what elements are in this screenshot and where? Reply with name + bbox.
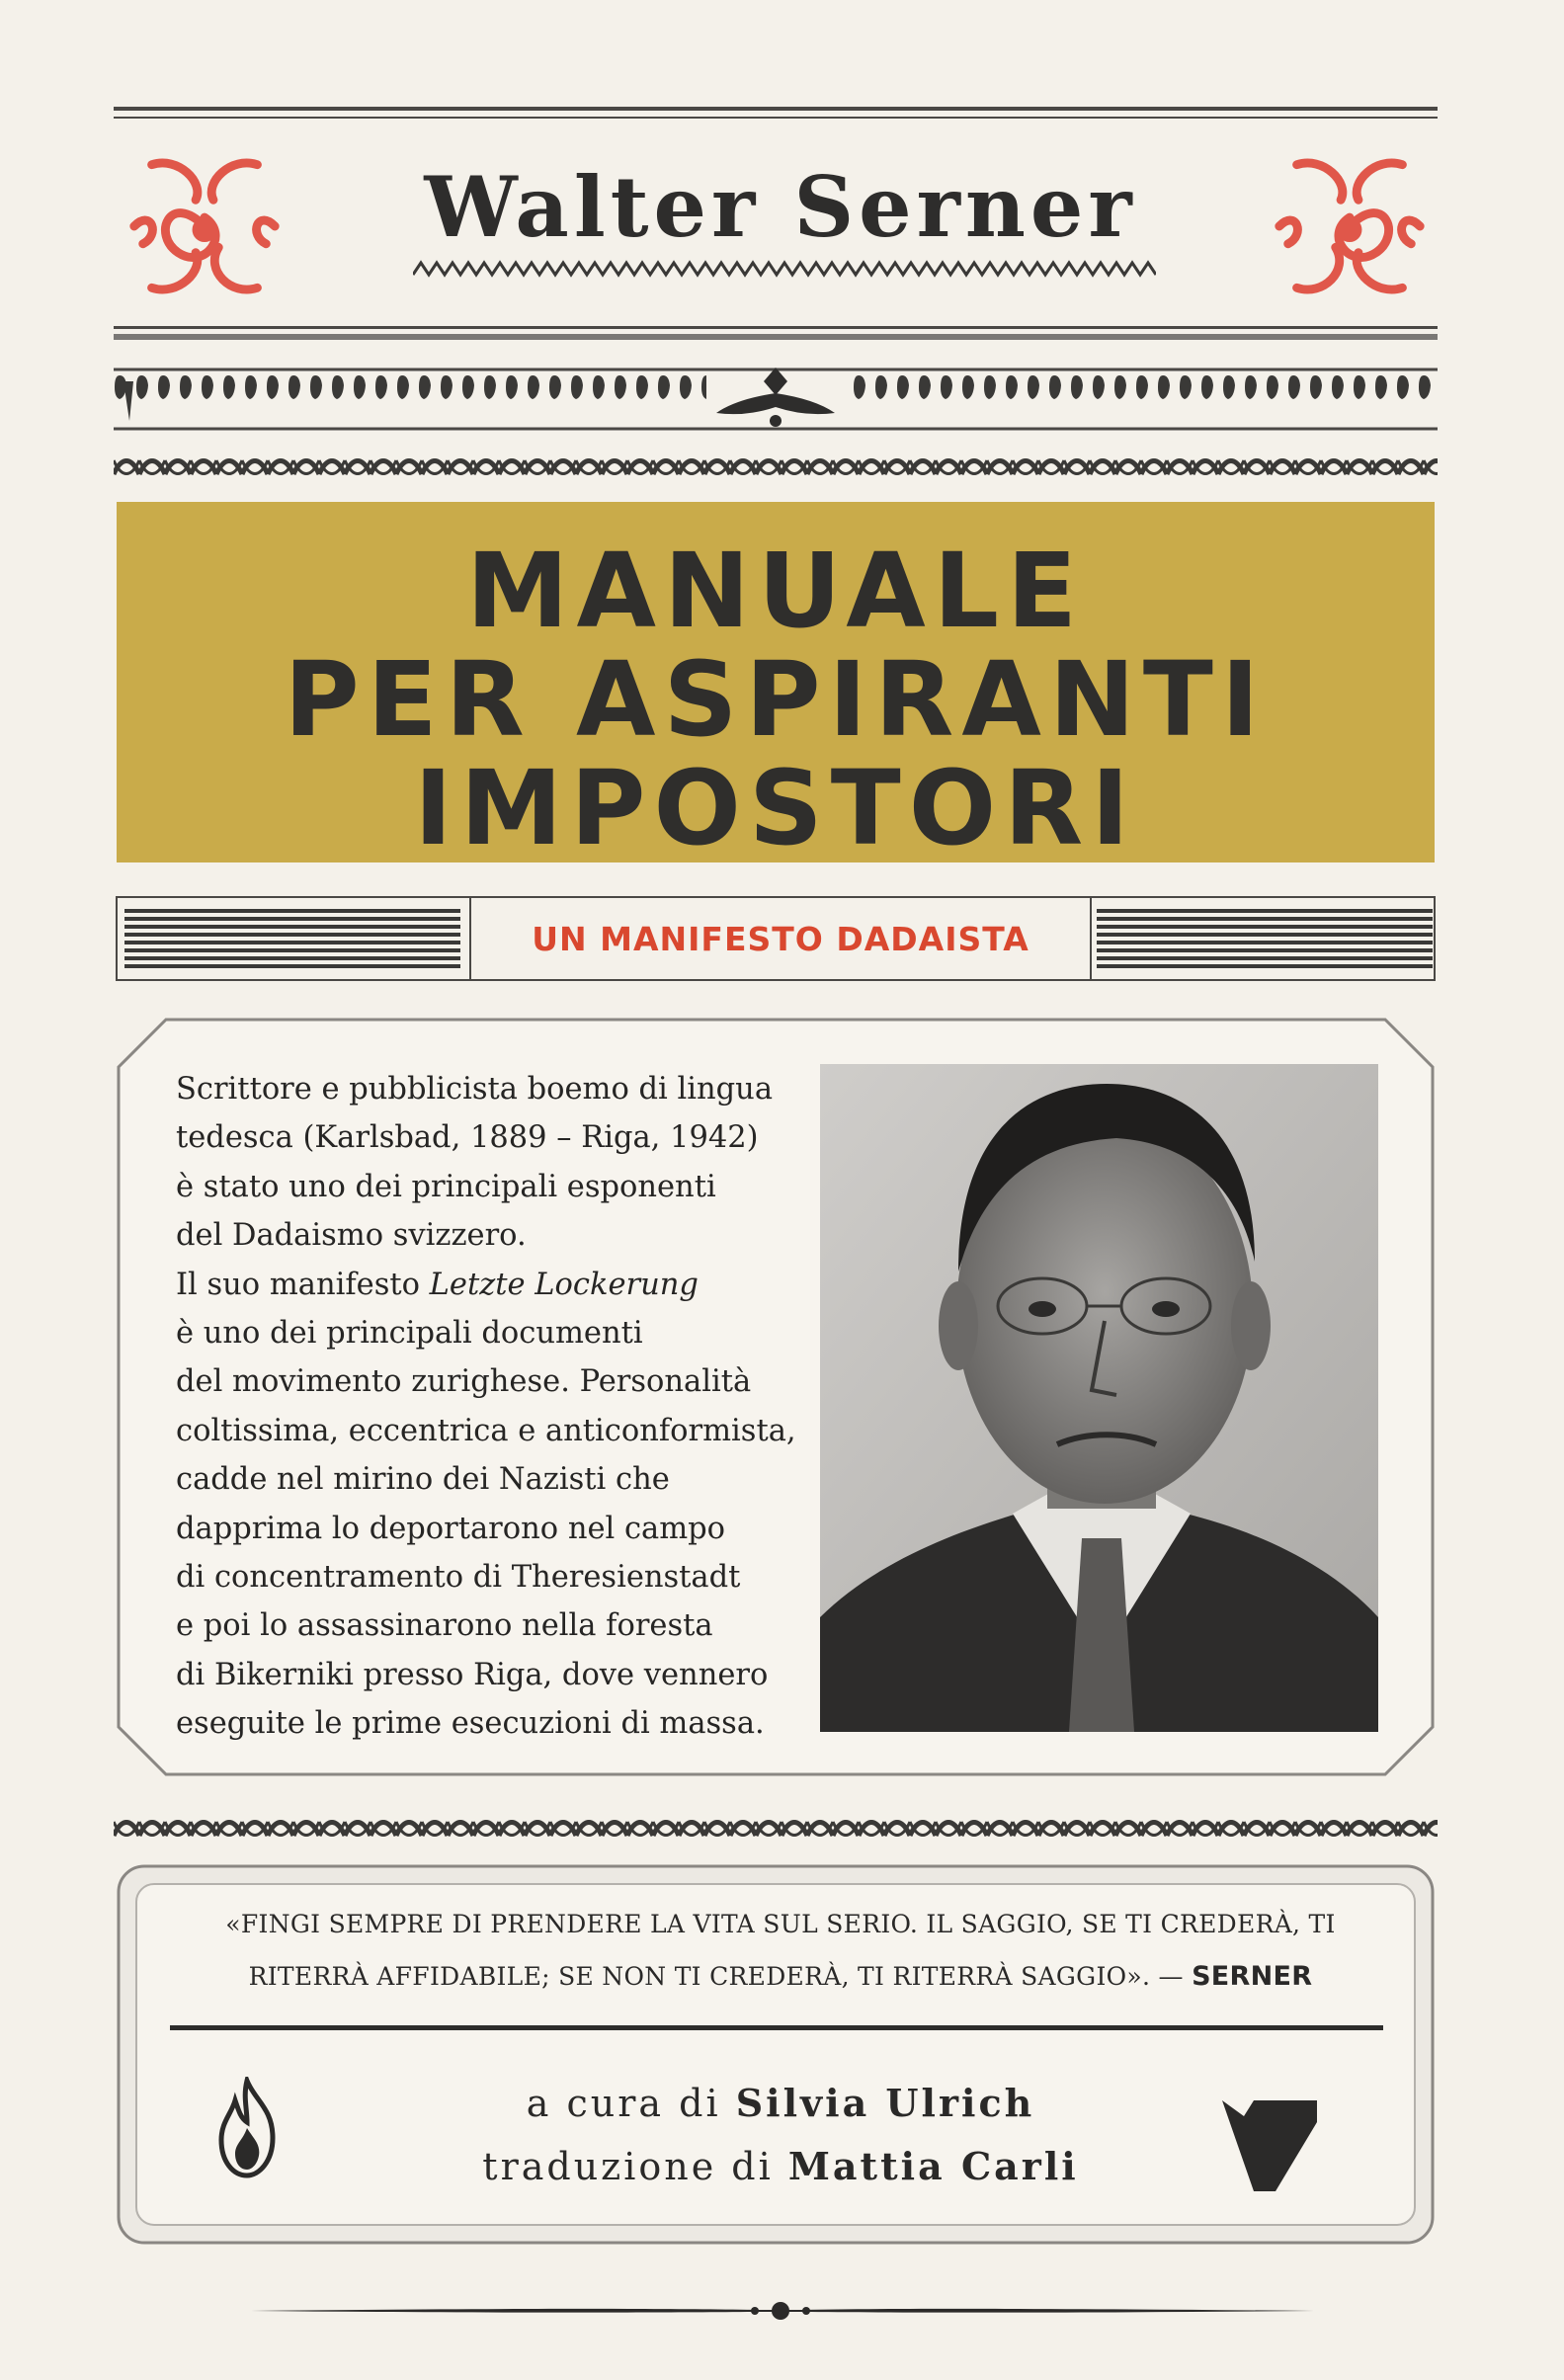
bottom-ornament <box>247 2299 1314 2323</box>
top-rule <box>114 107 1438 111</box>
bio-line: tedesca (Karlsbad, 1889 – Riga, 1942) <box>176 1120 759 1156</box>
pinecone-ornament-icon <box>716 368 835 427</box>
translator-name: Mattia Carli <box>787 2144 1079 2188</box>
author-portrait <box>820 1064 1378 1732</box>
stripes-left <box>124 907 460 970</box>
bio-line: cadde nel mirino dei Nazisti che <box>176 1462 670 1498</box>
bio-line <box>176 1261 808 1309</box>
title-line-2: PER ASPIRANTI <box>284 639 1268 760</box>
stripes-right <box>1097 907 1433 970</box>
zigzag-divider <box>413 259 1156 281</box>
floral-ornament-icon <box>117 138 292 314</box>
manifesto-title: Letzte Lockerung <box>429 1267 699 1302</box>
bio-line: dapprima lo deportarono nel campo <box>176 1511 726 1546</box>
quote-divider <box>170 2025 1383 2030</box>
braid-band-top <box>114 452 1438 482</box>
author-name: Walter Serner <box>424 158 1137 256</box>
top-rule-thin <box>114 117 1438 119</box>
bio-line: del movimento zurighese. Personalità <box>176 1364 752 1400</box>
flame-logo-icon <box>211 2077 283 2179</box>
bio-line: e poi lo assassinarono nella foresta <box>176 1608 713 1644</box>
braid-band-bottom <box>114 1814 1438 1842</box>
subtitle: UN MANIFESTO DADAISTA <box>469 896 1092 981</box>
quote-line-2-text: RITERRÀ AFFIDABILE; SE NON TI CREDERÀ, TI RITERRÀ SAGGIO». — <box>248 1962 1184 1991</box>
floral-ornament-icon <box>1262 138 1438 314</box>
header-bottom-rule-thick <box>114 334 1438 340</box>
bio-line-text: Il suo manifesto <box>176 1267 430 1302</box>
bio-line: è uno dei principali documenti <box>176 1316 643 1352</box>
title-line-1: MANUALE <box>465 531 1086 651</box>
header-bottom-rule <box>114 326 1438 329</box>
title-band <box>117 502 1435 868</box>
bio-text <box>176 1065 808 1749</box>
bio-line: del Dadaismo svizzero. <box>176 1218 527 1254</box>
quote-line-2 <box>168 1961 1393 1992</box>
teardrop-band <box>114 364 1438 435</box>
editor-credit <box>415 2081 1146 2125</box>
bio-line: è stato uno dei principali esponenti <box>176 1169 716 1204</box>
bio-line: Scrittore e pubblicista boemo di lingua <box>176 1072 773 1107</box>
bio-line: eseguite le prime esecuzioni di massa. <box>176 1706 765 1742</box>
quote-line-1: «FINGI SEMPRE DI PRENDERE LA VITA SUL SERIO. IL SAGGIO, SE TI CREDERÀ, TI <box>225 1910 1336 1938</box>
bio-line: coltissima, eccentrica e anticonformista, <box>176 1413 796 1448</box>
editor-name: Silvia Ulrich <box>735 2081 1035 2125</box>
translator-prefix: traduzione di <box>482 2145 774 2188</box>
bio-line: di Bikerniki presso Riga, dove vennero <box>176 1657 769 1692</box>
triangle-logo-icon <box>1218 2096 1321 2195</box>
quote-author: SERNER <box>1192 1961 1313 1992</box>
editor-prefix: a cura di <box>526 2082 721 2125</box>
translator-credit <box>415 2144 1146 2188</box>
title-line-3: IMPOSTORI <box>414 748 1137 868</box>
bio-line: di concentramento di Theresienstadt <box>176 1560 741 1596</box>
